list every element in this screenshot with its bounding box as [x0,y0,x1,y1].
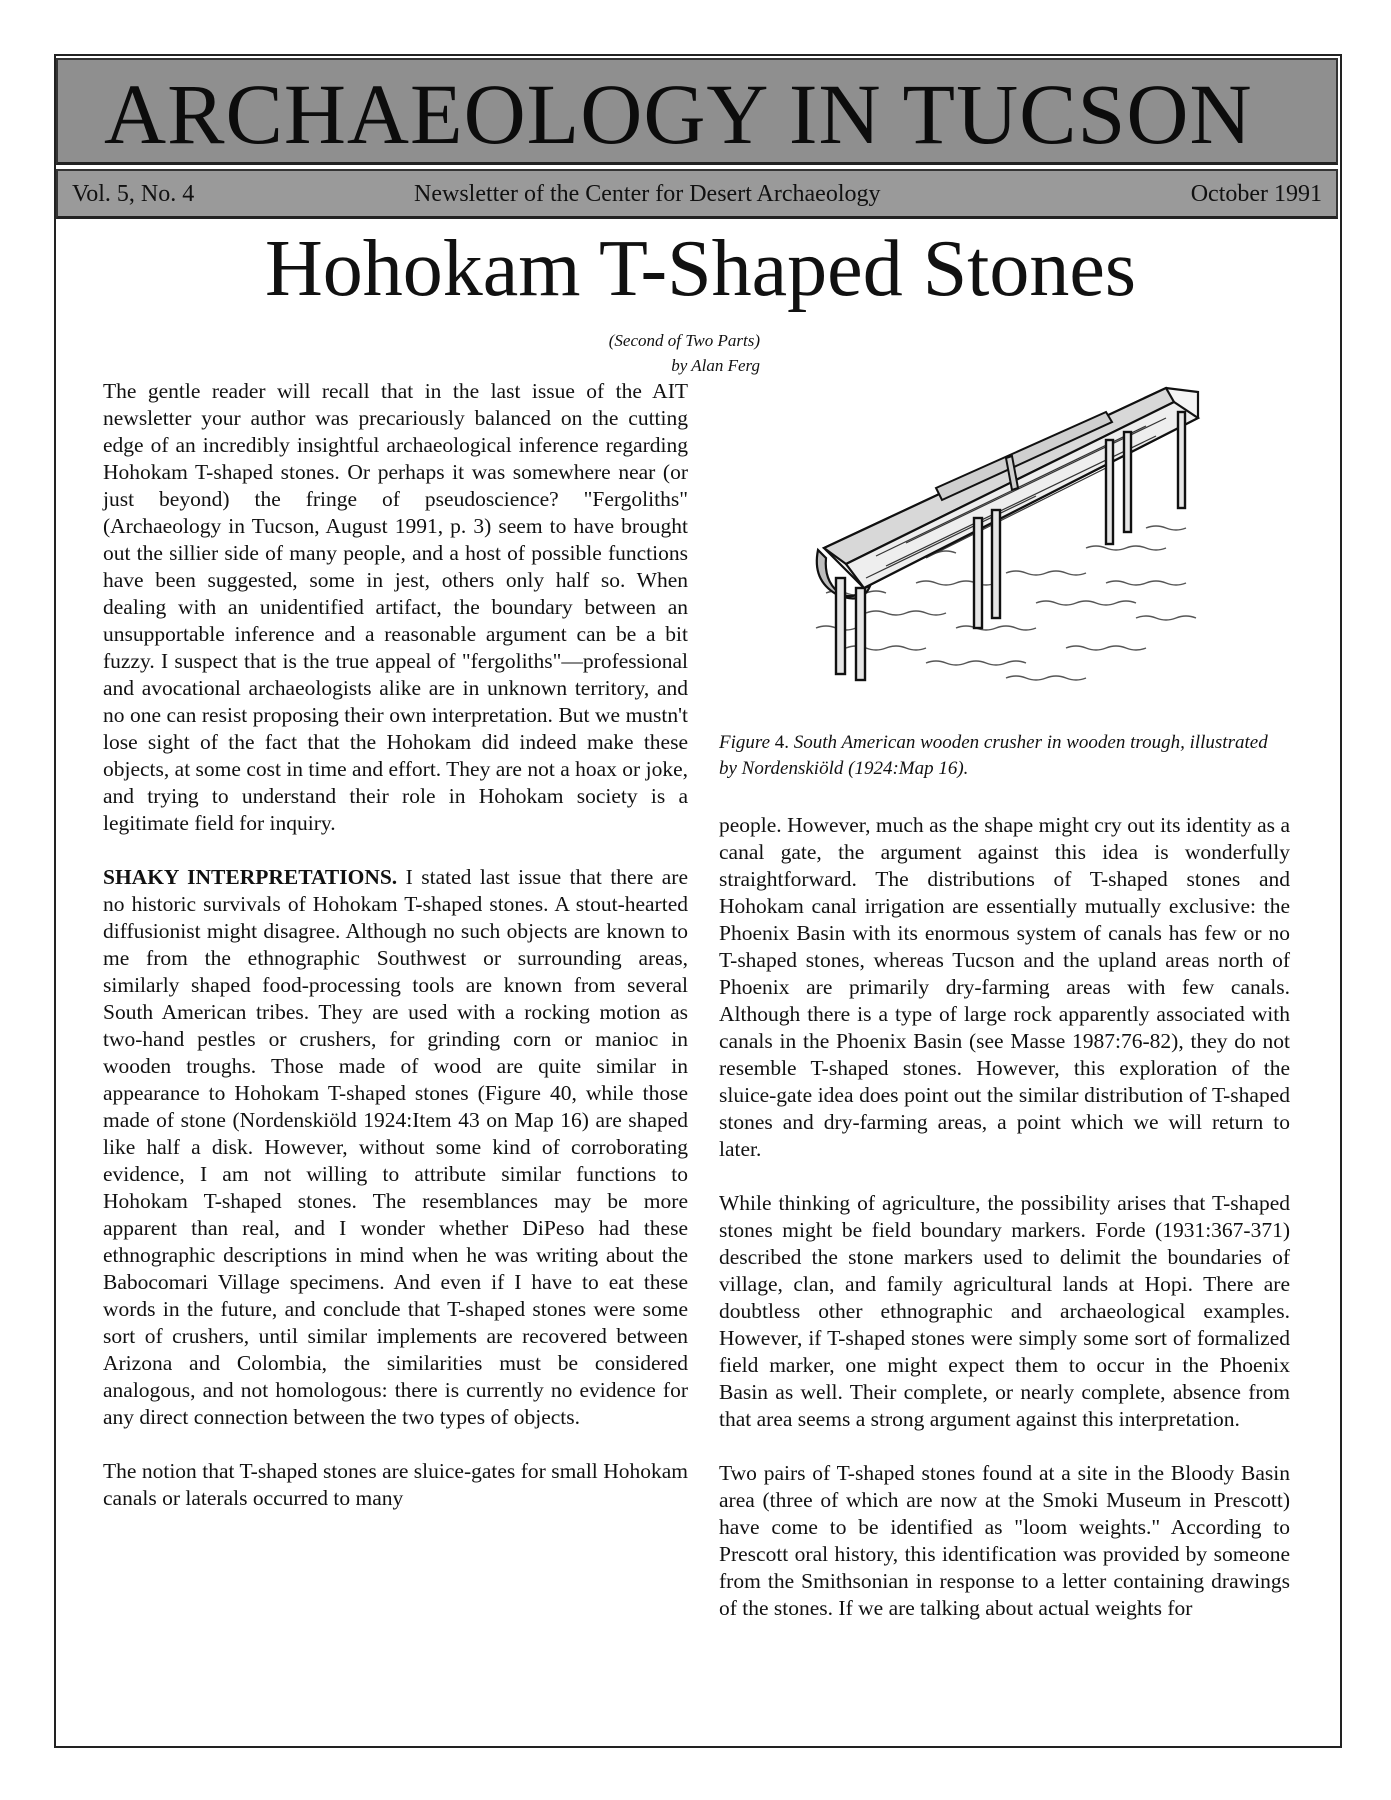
newsletter-title: ARCHAEOLOGY IN TUCSON [104,66,1253,162]
paragraph-sluice-gate: The notion that T-shaped stones are sluice-gates for small Hohokam canals or laterals occurred to many [103,1459,688,1510]
author-byline: by Alan Ferg [671,356,760,375]
volume-number: Vol. 5, No. 4 [72,181,195,207]
part-note: (Second of Two Parts) [608,331,760,350]
left-column [103,378,688,1512]
right-column [719,812,1290,1622]
wooden-trough-drawing [806,378,1210,690]
paragraph-field-markers: While thinking of agriculture, the possibility arises that T-shaped stones might be field boundary markers. Forde (1931:367-371) described the stone markers used to delimit the boundaries of village, clan, and family agricultural lands at Hopi. There are doubtless other ethnographic and archaeological examples. However, if T-shaped stones were simply some sort of formalized field marker, one might expect them to occur in the Phoenix Basin as well. Their complete, or nearly complete, absence from that area seems a strong argument against this interpretation. [719,1191,1290,1431]
issue-date: October 1991 [1190,181,1322,207]
paragraph-shaky-interpretations [103,864,688,1431]
section-lead: SHAKY INTERPRETATIONS. [103,865,398,889]
figure-crusher-illustration [806,378,1210,690]
issue-info-bar [56,169,1338,219]
newsletter-subtitle: Newsletter of the Center for Desert Archaeology [414,181,881,207]
masthead [56,58,1338,165]
paragraph-intro: The gentle reader will recall that in the last issue of the AIT newsletter your author was precariously balanced on the cutting edge of an incredibly insightful archaeological inference regarding Hohokam T-shaped stones. Or perhaps it was somewhere near (or just beyond) the fringe of pseudoscience? "Fergoliths" (Archaeology in Tucson, August 1991, p. 3) seem to have brought out the sillier side of many people, and a host of possible functions have been suggested, some in jest, others only half so. When dealing with an unidentified artifact, the boundary between an unsupportable inference and a reasonable argument can be a bit fuzzy. I suspect that is the true appeal of "fergoliths"—professional and avocational archaeologists alike are in unknown territory, and no one can resist proposing their own interpretation. But we mustn't lose sight of the fact that the Hohokam did indeed make these objects, at some cost in time and effort. They are not a hoax or joke, and trying to understand their role in Hohokam society is a legitimate field for inquiry. [103,379,688,835]
figure-label: Figure [719,732,771,753]
figure-number: 4. [774,732,790,753]
paragraph-canal-gate: people. However, much as the shape might cry out its identity as a canal gate, the argument against this idea is wonderfully straightforward. The distributions of T-shaped stones and Hohokam canal irrigation are essentially mutually exclusive: the Phoenix Basin with its enormous system of canals has few or no T-shaped stones, whereas Tucson and the upland areas north of Phoenix are primarily dry-farming areas with few canals. Although there is a type of large rock apparently associated with canals in the Phoenix Basin (see Masse 1987:76-82), they do not resemble T-shaped stones. However, this exploration of the sluice-gate idea does point out the similar distribution of T-shaped stones and dry-farming areas, a point which we will return to later. [719,813,1290,1161]
paragraph-shaky-body: I stated last issue that there are no historic survivals of Hohokam T-shaped stones. A stout-hearted diffusionist might disagree. Although no such objects are known to me from the ethnographic Southwest or surrounding areas, similarly shaped food-processing tools are known from several South American tribes. They are used with a rocking motion as two-hand pestles or crushers, for grinding corn or manioc in wooden troughs. Those made of wood are quite similar in appearance to Hohokam T-shaped stones (Figure 40, while those made of stone (Nordenskiöld 1924:Item 43 on Map 16) are shaped like half a disk. However, without some kind of corroborating evidence, I am not willing to attribute similar functions to Hohokam T-shaped stones. The resemblances may be more apparent than real, and I wonder whether DiPeso had these ethnographic descriptions in mind when he was writing about the Babocomari Village specimens. And even if I have to eat these words in the future, and conclude that T-shaped stones were some sort of crushers, until similar implements are recovered between Arizona and Colombia, the similarities must be considered analogous, and not homologous: there is currently no evidence for any direct connection between the two types of objects. [103,865,689,1429]
figure-caption-text: South American wooden crusher in wooden trough, illustrated by Nordenskiöld (1924:Map 16). [719,732,1268,779]
figure-caption [719,730,1290,782]
paragraph-loom-weights: Two pairs of T-shaped stones found at a site in the Bloody Basin area (three of which are now at the Smoki Museum in Prescott) have come to be identified as "loom weights." According to Prescott oral history, this identification was provided by someone from the Smithsonian in response to a letter containing drawings of the stones. If we are talking about actual weights for [719,1461,1290,1620]
article-headline: Hohokam T-Shaped Stones [264,225,1137,313]
